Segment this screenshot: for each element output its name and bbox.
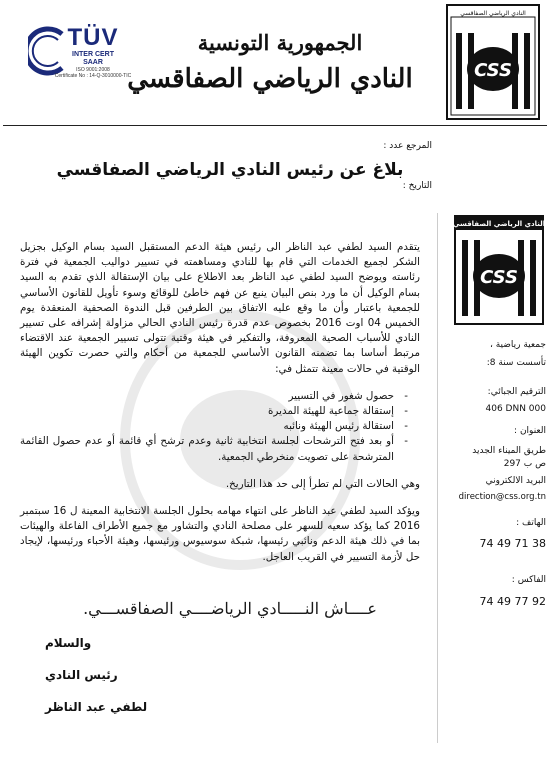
logo-arc-text: النادي الرياضي الصفاقسي	[460, 10, 526, 17]
country-title: الجمهورية التونسية	[197, 30, 363, 55]
sidebar-phone-label: الهاتف :	[516, 518, 546, 528]
club-logo-header	[445, 3, 541, 121]
sidebar-fax-value: 74 49 77 92	[479, 595, 546, 608]
tuv-saar-text: SAAR	[83, 59, 103, 66]
condition-item: - أو بعد فتح الترشحات لجلسة انتخابية ثانية وعدم ترشح أي قائمة أو عدم حصول القائمة المترشحة على تصويت منخرطي الجمعية.	[20, 434, 404, 464]
club-slogan: عــــاش النـــــادي الرياضــــي الصفاقســـي.	[83, 599, 377, 618]
reference-label: المرجع عدد :	[383, 141, 432, 151]
condition-item: - إستقالة جماعية للهيئة المديرة	[20, 404, 404, 419]
sidebar-tax-label: الترقيم الجبائي:	[487, 387, 546, 397]
communique-title: بلاغ عن رئيس النادي الرياضي الصفاقسي	[56, 160, 404, 180]
body-paragraph-3: ويؤكد السيد لطفي عبد الناظر على انتهاء مهامه بحلول الجلسة الانتخابية المعينة ل 16 سبتمبر 2016 كما يؤكد سعيه للسهر على مصلحة النادي والتشاور مع جميع الأطراف الفاعلة والهيئات بما في ذلك هيئة الدعم ونائبي رئيسها، شبكة سوسيوس ورئيسها، وهيئة الأحباء ورئيسها، لإيجاد حل لأزمة التسيير في القريب العاجل.	[20, 505, 420, 563]
club-logo-sidebar	[453, 214, 545, 326]
signature-name: لطفي عبد الناظر	[45, 700, 148, 714]
body-paragraph-1: يتقدم السيد لطفي عبد الناظر الى رئيس هيئة الدعم المستقبل السيد بسام الوكيل بجزيل الشكر لجميع الخدمات التي قام بها للنادي ومساهمته في تسيير دواليب الجمعية في فترة رئاسته ويوضح السيد لطفي عبد الناظر بعد الاطلاع على بيان الإستقالة الذي تقدم به السيد بسام الوكيل أن ما ورد بنص البيان ينبع عن فهم خاطئ للوقائع وسوء تأويل للقانون الأساسي للجمعية باعتبار وأن ما وقع عليه الاتفاق بين الطرفين قبل الندوة الصحفية المنعقدة يوم الخميس 04 اوت 2016 بخصوص عدم قدرة رئيس النادي الحالي مزاولة إشرافه على تسيير النادي للأسباب الصحية المعروفة، والتفكير في هيئة وقتية تتولى تسيير الجمعية عند الاقتضاء مرتبط أساسا بما تضمنه القانون الأساسي للجمعية من أحكام والتي حصرت تكوين الهيئة الوقتية في حالات معينة تتمثل في:	[20, 241, 420, 375]
sidebar-address-line2: ص ب 297	[503, 459, 546, 469]
club-crest-icon	[445, 3, 541, 121]
tuv-cert-text: Certificate No : 14-Q-3010000-TIC	[54, 73, 132, 79]
date-label: التاريخ :	[402, 181, 432, 191]
sidebar-founded: تأسست سنة 8:	[486, 358, 546, 368]
tuv-iso-text: ISO 9001:2008	[76, 67, 110, 73]
condition-item: - حصول شغور في التسيير	[20, 389, 404, 404]
sidebar-address-line1: طريق الميناء الجديد	[472, 446, 546, 456]
club-title: النادي الرياضي الصفاقسي	[127, 64, 413, 94]
sidebar-email-label: البريد الالكتروني	[485, 476, 546, 486]
sidebar-tax-value: 406 DNN 000	[485, 404, 546, 414]
sidebar-phone-value: 74 49 71 38	[479, 537, 546, 550]
communique-body	[20, 240, 420, 577]
logo-arc-text: النادي الرياضي الصفاقسي	[453, 220, 545, 228]
sidebar-fax-label: الفاكس :	[511, 575, 546, 585]
condition-item: - استقالة رئيس الهيئة ونائبه	[20, 419, 404, 434]
sidebar-divider	[437, 213, 438, 743]
body-paragraph-2: وهي الحالات التي لم تطرأ إلى حد هذا التاريخ.	[225, 477, 420, 490]
sidebar-association: جمعية رياضية ،	[489, 340, 546, 350]
header-divider	[3, 125, 547, 126]
sidebar-email-value: direction@css.org.tn	[458, 492, 546, 502]
conditions-list	[20, 389, 420, 465]
tuv-main-text: TÜV	[67, 24, 119, 51]
signature-role: رئيس النادي	[45, 668, 118, 682]
logo-letters: CSS	[480, 267, 518, 288]
club-crest-icon	[453, 214, 545, 326]
logo-letters: CSS	[474, 60, 512, 81]
signature-salutation: والسلام	[45, 636, 92, 650]
tuv-intercert-text: INTER CERT	[72, 51, 114, 58]
sidebar-address-label: العنوان :	[514, 426, 546, 436]
